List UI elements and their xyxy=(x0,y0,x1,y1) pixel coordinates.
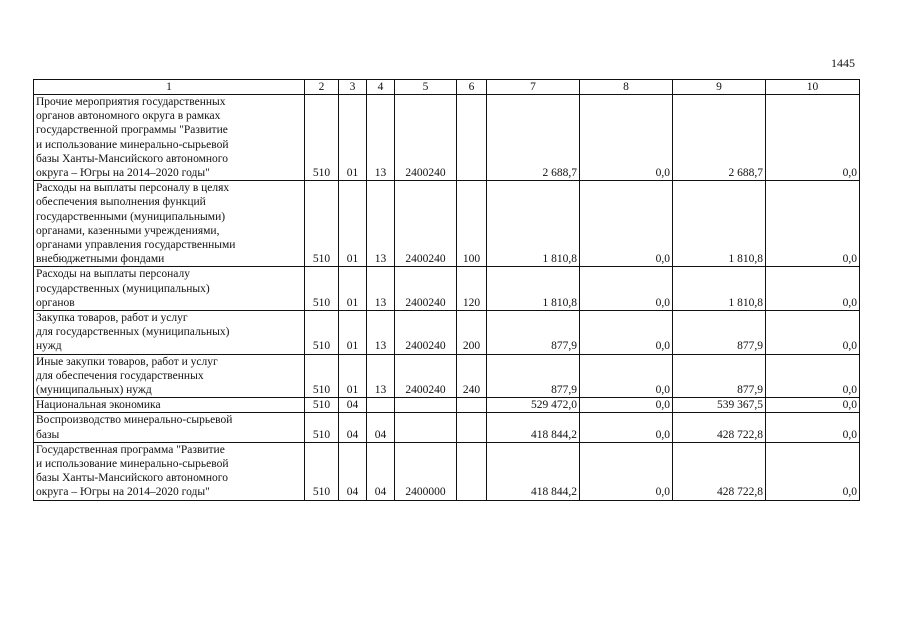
table-row xyxy=(34,267,860,311)
table-body xyxy=(34,95,860,501)
cell-section: 04 xyxy=(339,398,367,413)
item-name-line: для обеспечения государственных xyxy=(36,369,204,382)
cell-section: 04 xyxy=(339,413,367,442)
cell-target-article: 2400240 xyxy=(395,354,457,398)
cell-expense-type xyxy=(457,398,487,413)
cell-amount-7: 529 472,0 xyxy=(487,398,580,413)
item-name-line: нужд xyxy=(36,340,62,353)
cell-amount-8: 0,0 xyxy=(580,354,673,398)
table-row xyxy=(34,311,860,355)
cell-subsection xyxy=(367,398,395,413)
item-name-line: Закупка товаров, работ и услуг xyxy=(36,312,188,325)
cell-target-article: 2400240 xyxy=(395,311,457,355)
column-header: 5 xyxy=(395,80,457,95)
cell-admin-code: 510 xyxy=(305,311,339,355)
item-name-line: Иные закупки товаров, работ и услуг xyxy=(36,355,218,368)
item-name-line: государственными (муниципальными) xyxy=(36,210,226,223)
column-header: 9 xyxy=(673,80,766,95)
item-name-line: Расходы на выплаты персоналу в целях xyxy=(36,182,230,195)
cell-amount-7: 877,9 xyxy=(487,354,580,398)
cell-amount-8: 0,0 xyxy=(580,413,673,442)
cell-subsection: 13 xyxy=(367,267,395,311)
column-header: 6 xyxy=(457,80,487,95)
cell-section: 01 xyxy=(339,181,367,267)
cell-item-name xyxy=(34,311,305,355)
cell-amount-8: 0,0 xyxy=(580,267,673,311)
cell-item-name xyxy=(34,442,305,500)
cell-subsection: 13 xyxy=(367,95,395,181)
cell-subsection: 13 xyxy=(367,181,395,267)
cell-amount-10: 0,0 xyxy=(766,311,860,355)
item-name-line: базы Ханты-Мансийского автономного xyxy=(36,472,228,485)
item-name-line: базы xyxy=(36,428,60,441)
cell-amount-10: 0,0 xyxy=(766,413,860,442)
item-name-line: обеспечения выполнения функций xyxy=(36,196,206,209)
cell-expense-type: 100 xyxy=(457,181,487,267)
cell-item-name xyxy=(34,354,305,398)
table-row xyxy=(34,398,860,413)
item-name-line: Государственная программа "Развитие xyxy=(36,443,225,456)
item-name-line: округа – Югры на 2014–2020 годы" xyxy=(36,167,210,180)
cell-amount-9: 877,9 xyxy=(673,311,766,355)
column-header: 8 xyxy=(580,80,673,95)
cell-admin-code: 510 xyxy=(305,181,339,267)
table-row xyxy=(34,181,860,267)
cell-amount-9: 1 810,8 xyxy=(673,267,766,311)
cell-amount-8: 0,0 xyxy=(580,442,673,500)
budget-table xyxy=(33,79,860,501)
cell-section: 04 xyxy=(339,442,367,500)
column-header: 3 xyxy=(339,80,367,95)
cell-amount-9: 428 722,8 xyxy=(673,413,766,442)
cell-item-name xyxy=(34,181,305,267)
cell-admin-code: 510 xyxy=(305,267,339,311)
column-header: 7 xyxy=(487,80,580,95)
table-row xyxy=(34,354,860,398)
cell-amount-9: 2 688,7 xyxy=(673,95,766,181)
cell-expense-type xyxy=(457,95,487,181)
cell-amount-8: 0,0 xyxy=(580,181,673,267)
item-name-line: Расходы на выплаты персоналу xyxy=(36,268,190,281)
table-row xyxy=(34,95,860,181)
item-name-line: и использование минерально-сырьевой xyxy=(36,138,229,151)
cell-amount-9: 539 367,5 xyxy=(673,398,766,413)
item-name-line: Национальная экономика xyxy=(36,399,161,412)
cell-item-name xyxy=(34,398,305,413)
item-name-line: для государственных (муниципальных) xyxy=(36,326,230,339)
cell-amount-7: 1 810,8 xyxy=(487,267,580,311)
item-name-line: базы Ханты-Мансийского автономного xyxy=(36,152,228,165)
cell-expense-type xyxy=(457,442,487,500)
cell-target-article: 2400240 xyxy=(395,267,457,311)
cell-subsection: 04 xyxy=(367,413,395,442)
column-header: 10 xyxy=(766,80,860,95)
cell-admin-code: 510 xyxy=(305,413,339,442)
item-name-line: Прочие мероприятия государственных xyxy=(36,96,226,108)
cell-target-article: 2400240 xyxy=(395,95,457,181)
item-name-line: органами управления государственными xyxy=(36,239,236,252)
cell-section: 01 xyxy=(339,95,367,181)
cell-subsection: 13 xyxy=(367,354,395,398)
column-header: 1 xyxy=(34,80,305,95)
cell-amount-10: 0,0 xyxy=(766,354,860,398)
cell-admin-code: 510 xyxy=(305,442,339,500)
item-name-line: органами, казенными учреждениями, xyxy=(36,224,220,237)
cell-expense-type: 200 xyxy=(457,311,487,355)
cell-expense-type xyxy=(457,413,487,442)
column-header: 4 xyxy=(367,80,395,95)
cell-admin-code: 510 xyxy=(305,398,339,413)
table-row xyxy=(34,442,860,500)
column-header: 2 xyxy=(305,80,339,95)
cell-target-article xyxy=(395,413,457,442)
cell-amount-8: 0,0 xyxy=(580,95,673,181)
cell-amount-7: 418 844,2 xyxy=(487,413,580,442)
cell-amount-10: 0,0 xyxy=(766,442,860,500)
cell-admin-code: 510 xyxy=(305,95,339,181)
cell-amount-7: 418 844,2 xyxy=(487,442,580,500)
table-row xyxy=(34,413,860,442)
cell-expense-type: 120 xyxy=(457,267,487,311)
cell-subsection: 13 xyxy=(367,311,395,355)
item-name-line: округа – Югры на 2014–2020 годы" xyxy=(36,486,210,499)
header-row xyxy=(34,80,860,95)
cell-amount-10: 0,0 xyxy=(766,181,860,267)
item-name-line: и использование минерально-сырьевой xyxy=(36,458,229,471)
cell-amount-7: 877,9 xyxy=(487,311,580,355)
cell-section: 01 xyxy=(339,354,367,398)
cell-admin-code: 510 xyxy=(305,354,339,398)
cell-amount-9: 428 722,8 xyxy=(673,442,766,500)
cell-amount-10: 0,0 xyxy=(766,95,860,181)
item-name-line: внебюджетными фондами xyxy=(36,253,165,266)
cell-amount-7: 1 810,8 xyxy=(487,181,580,267)
cell-amount-9: 1 810,8 xyxy=(673,181,766,267)
item-name-line: органов xyxy=(36,296,75,309)
cell-item-name xyxy=(34,413,305,442)
cell-amount-8: 0,0 xyxy=(580,311,673,355)
cell-amount-10: 0,0 xyxy=(766,398,860,413)
item-name-line: Воспроизводство минерально-сырьевой xyxy=(36,414,233,427)
cell-target-article xyxy=(395,398,457,413)
cell-amount-9: 877,9 xyxy=(673,354,766,398)
cell-amount-7: 2 688,7 xyxy=(487,95,580,181)
cell-section: 01 xyxy=(339,311,367,355)
item-name-line: органов автономного округа в рамках xyxy=(36,110,221,123)
cell-target-article: 2400240 xyxy=(395,181,457,267)
page-number: 1445 xyxy=(831,56,855,70)
cell-target-article: 2400000 xyxy=(395,442,457,500)
item-name-line: (муниципальных) нужд xyxy=(36,384,152,397)
cell-expense-type: 240 xyxy=(457,354,487,398)
cell-section: 01 xyxy=(339,267,367,311)
cell-item-name xyxy=(34,267,305,311)
cell-item-name xyxy=(34,95,305,181)
cell-amount-8: 0,0 xyxy=(580,398,673,413)
item-name-line: государственной программы "Развитие xyxy=(36,124,228,137)
item-name-line: государственных (муниципальных) xyxy=(36,282,210,295)
cell-amount-10: 0,0 xyxy=(766,267,860,311)
cell-subsection: 04 xyxy=(367,442,395,500)
